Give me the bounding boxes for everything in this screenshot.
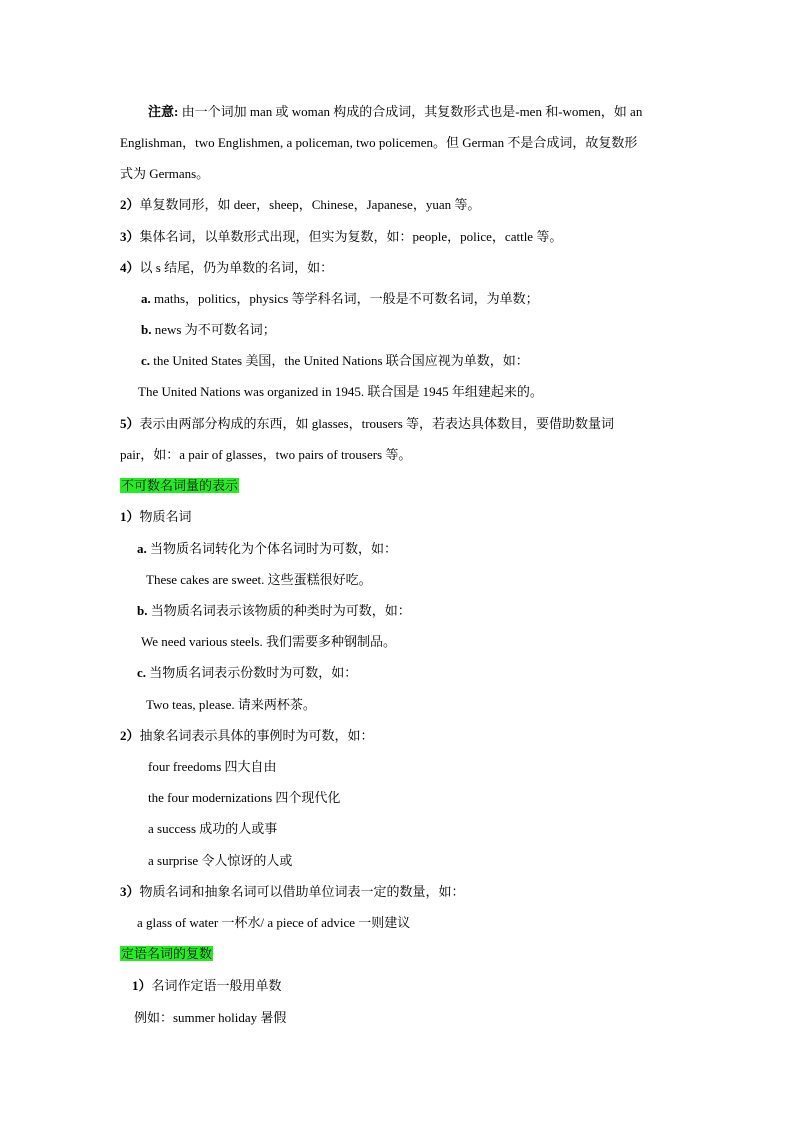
uncountable-1-number: 1） xyxy=(120,509,140,524)
attributive-1-example: 例如：summer holiday 暑假 xyxy=(134,1010,287,1025)
item-4-a xyxy=(141,290,539,308)
attributive-1-text: 名词作定语一般用单数 xyxy=(151,978,282,993)
uncountable-1-a xyxy=(137,540,397,558)
uncountable-1-a-text: 当物质名词转化为个体名词时为可数，如： xyxy=(146,541,398,556)
item-3 xyxy=(120,228,562,246)
item-4-c xyxy=(141,352,529,370)
item-2-text: 单复数同形，如 deer，sheep，Chinese，Japanese，yuan 等。 xyxy=(139,197,481,212)
item-4-a-text: maths，politics，physics 等学科名词，一般是不可数名词，为单数； xyxy=(150,291,539,306)
uncountable-3 xyxy=(120,883,465,901)
item-4 xyxy=(120,259,333,277)
item-4-text: 以 s 结尾，仍为单数的名词，如： xyxy=(139,260,334,275)
uncountable-1-a-example: These cakes are sweet. 这些蛋糕很好吃。 xyxy=(146,572,372,587)
item-5-number: 5） xyxy=(120,416,140,431)
uncountable-1 xyxy=(120,508,192,526)
item-3-number: 3） xyxy=(120,229,140,244)
note-text-1: 由一个词加 man 或 woman 构成的合成词，其复数形式也是-men 和-women，如 an xyxy=(178,104,643,119)
item-4-b xyxy=(141,321,276,339)
uncountable-2-example-3: a success 成功的人或事 xyxy=(148,821,278,836)
uncountable-2-example-2: the four modernizations 四个现代化 xyxy=(148,790,341,805)
item-5-text-1: 表示由两部分构成的东西，如 glasses，trousers 等，若表达具体数目，要借助数量词 xyxy=(139,416,615,431)
uncountable-1-c-text: 当物质名词表示份数时为可数，如： xyxy=(146,665,358,680)
note-line-3: 式为 Germans。 xyxy=(120,166,210,181)
uncountable-1-text: 物质名词 xyxy=(139,509,192,524)
item-3-text: 集体名词，以单数形式出现，但实为复数，如：people，police，cattle 等。 xyxy=(139,229,563,244)
heading-attributive-text: 定语名词的复数 xyxy=(121,946,213,961)
note-label: 注意: xyxy=(148,104,179,119)
item-2 xyxy=(120,196,480,214)
heading-uncountable-text: 不可数名词量的表示 xyxy=(121,478,239,493)
uncountable-1-c-label: c. xyxy=(137,665,147,680)
uncountable-1-b-text: 当物质名词表示该物质的种类时为可数，如： xyxy=(147,603,411,618)
uncountable-1-a-label: a. xyxy=(137,541,147,556)
uncountable-1-b-label: b. xyxy=(137,603,148,618)
item-4-b-text: news 为不可数名词； xyxy=(151,322,276,337)
heading-uncountable xyxy=(120,477,239,495)
item-4-b-label: b. xyxy=(141,322,152,337)
uncountable-2-example-4: a surprise 令人惊讶的人或 xyxy=(148,853,293,868)
item-5 xyxy=(120,415,614,433)
item-4-number: 4） xyxy=(120,260,140,275)
uncountable-2-number: 2） xyxy=(120,728,140,743)
uncountable-3-text: 物质名词和抽象名词可以借助单位词表一定的数量，如： xyxy=(139,884,465,899)
attributive-1 xyxy=(132,977,282,995)
item-4-c-text: the United States 美国，the United Nations 联合国应视为单数，如： xyxy=(150,353,529,368)
item-4-a-label: a. xyxy=(141,291,151,306)
uncountable-1-c-example: Two teas, please. 请来两杯茶。 xyxy=(146,697,316,712)
uncountable-2-example-1: four freedoms 四大自由 xyxy=(148,759,277,774)
attributive-1-number: 1） xyxy=(132,978,152,993)
uncountable-1-b-example: We need various steels. 我们需要多种钢制品。 xyxy=(141,634,396,649)
note-line-1 xyxy=(148,103,642,121)
item-4-example: The United Nations was organized in 1945. 联合国是 1945 年组建起来的。 xyxy=(138,384,543,399)
note-line-2: Englishman，two Englishmen, a policeman, two policemen。但 German 不是合成词，故复数形 xyxy=(120,135,638,150)
uncountable-2 xyxy=(120,727,374,745)
uncountable-1-b xyxy=(137,602,411,620)
heading-attributive xyxy=(120,945,213,963)
uncountable-3-example: a glass of water 一杯水/ a piece of advice 一则建议 xyxy=(137,915,411,930)
item-2-number: 2） xyxy=(120,197,140,212)
uncountable-3-number: 3） xyxy=(120,884,140,899)
item-4-c-label: c. xyxy=(141,353,151,368)
uncountable-1-c xyxy=(137,664,357,682)
item-5-line-2: pair，如：a pair of glasses，two pairs of trousers 等。 xyxy=(120,447,412,462)
uncountable-2-text: 抽象名词表示具体的事例时为可数，如： xyxy=(139,728,374,743)
